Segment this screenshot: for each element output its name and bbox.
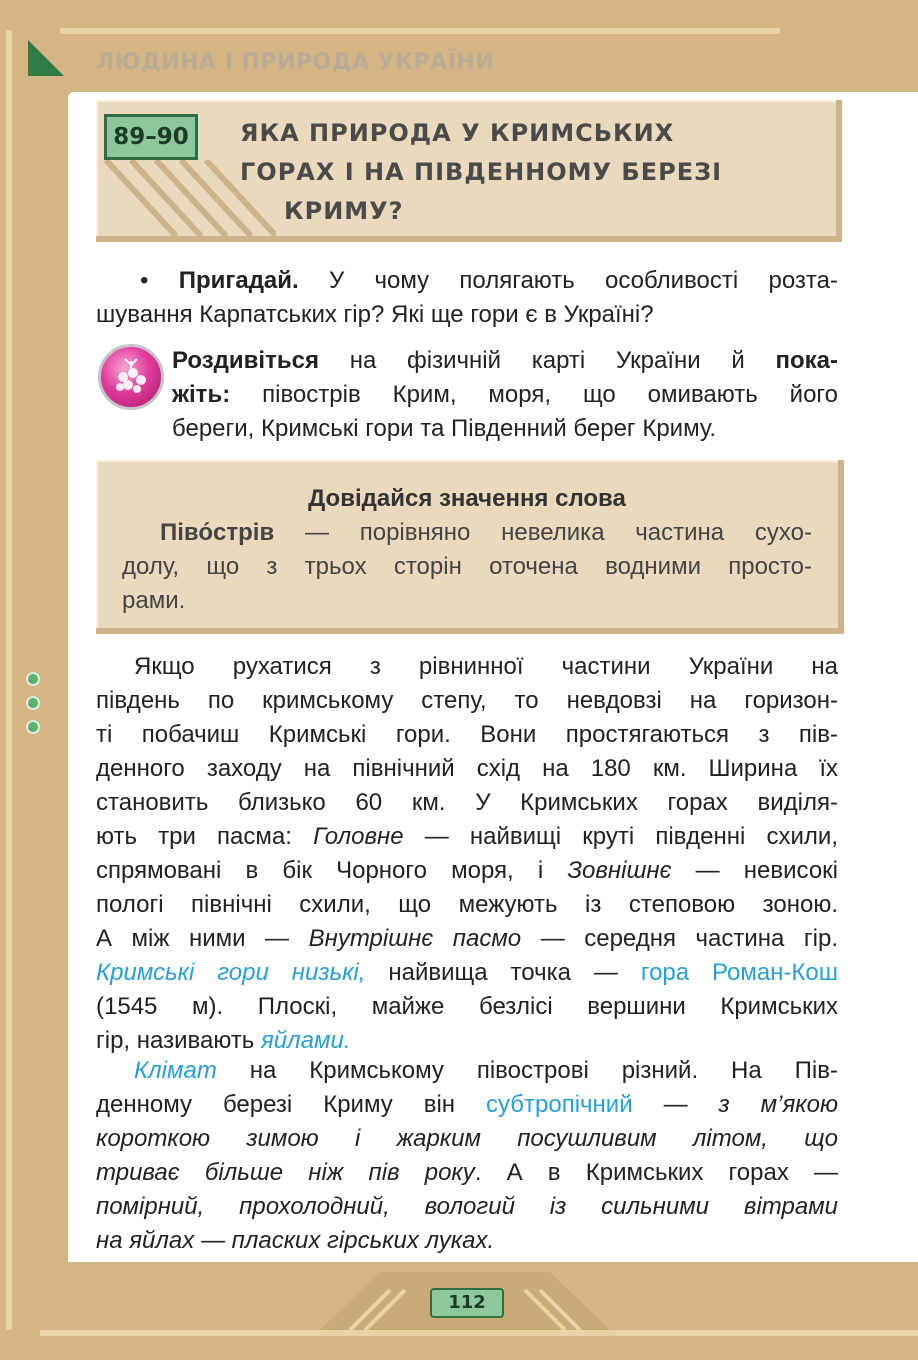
- p1-line-6: [96, 820, 838, 854]
- vocab-line-1: [160, 516, 812, 550]
- vocab-line-2: долу, що з трьох сторін оточена водними просто-: [122, 553, 812, 580]
- highlight-low-mountains: Кримські гори низькі,: [96, 959, 366, 986]
- range-name-main: Головне: [313, 823, 404, 850]
- task-line-2: [172, 378, 838, 412]
- p2-line-6: [96, 1224, 838, 1258]
- range-name-inner: Внутрішнє пасмо: [308, 925, 522, 952]
- vocab-term: Піво́стрів: [160, 519, 275, 546]
- corner-triangle: [28, 40, 64, 76]
- highlight-yaylas: яйлами.: [260, 1027, 351, 1054]
- frame-top-stripe: [60, 28, 780, 34]
- p1-line-9: [96, 922, 838, 956]
- recall-line-1: [140, 264, 838, 298]
- p1-line-3: ті побачиш Кримські гори. Вони простягаються з пів-: [96, 721, 838, 748]
- dot: [26, 672, 40, 686]
- highlight-climate: Клімат: [134, 1057, 217, 1084]
- show-label-cont: жіть:: [172, 381, 231, 408]
- lesson-title-line: ГОРАХ І НА ПІВДЕННОМУ БЕРЕЗІ: [240, 158, 723, 186]
- viburnum-berries-icon: [98, 344, 164, 410]
- frame-left-stripe: [6, 30, 12, 1330]
- p2-line-3: [96, 1122, 838, 1156]
- page-number: 112: [430, 1288, 504, 1318]
- recall-label: Пригадай.: [178, 267, 299, 294]
- text-run: — найвищі круті південні схили,: [424, 823, 838, 850]
- p1-line-8: пологі північні схили, що межують із степовою зоною.: [96, 891, 838, 918]
- lesson-title-line: КРИМУ?: [284, 197, 404, 225]
- look-label: Роздивіться: [172, 347, 319, 374]
- lesson-title-line: ЯКА ПРИРОДА У КРИМСЬКИХ: [240, 119, 675, 147]
- show-label: пока-: [775, 347, 839, 374]
- p2-line-4: [96, 1156, 838, 1190]
- task-line-1: [172, 344, 838, 378]
- text-run: на Кримському півострові різний. На Пів-: [249, 1057, 838, 1084]
- p1-line-5: становить близько 60 км. У Кримських горах виділя-: [96, 789, 838, 816]
- recall-text: У чому полягають особливості розта-: [328, 267, 838, 294]
- text-run: гір, називають: [96, 1027, 255, 1054]
- vocab-line-3: рами.: [122, 587, 186, 614]
- p1-line-10: [96, 956, 838, 990]
- dot: [26, 720, 40, 734]
- text-run: — середня частина гір.: [540, 925, 839, 952]
- frame-bottom-stripe: [40, 1330, 918, 1336]
- text-run: найвища точка —: [388, 959, 618, 986]
- text-run-italic: — з м’якою: [663, 1091, 839, 1118]
- task-text: півострів Крим, моря, що омивають його: [262, 381, 838, 408]
- look-text: на фізичній карті України й: [349, 347, 745, 374]
- task-line-3: береги, Кримські гори та Південний берег Криму.: [172, 415, 717, 442]
- highlight-roman-kosh: гора Роман-Кош: [640, 959, 839, 986]
- text-run: . А в Кримських горах —: [474, 1159, 839, 1186]
- text-run: ють три пасма:: [96, 823, 292, 850]
- vocab-heading: Довідайся значення слова: [308, 485, 626, 512]
- p1-line-7: [96, 854, 838, 888]
- lesson-title: [240, 114, 800, 231]
- text-run-italic: помірний, прохолодний, вологий із сильними вітрами: [96, 1193, 838, 1220]
- recall-line-2: шування Карпатських гір? Які ще гори є в Україні?: [96, 301, 654, 328]
- text-run-italic: на яйлах — пласких гірських луках.: [96, 1227, 495, 1254]
- p1-line-1: Якщо рухатися з рівнинної частини України на: [134, 653, 838, 680]
- bullet: •: [140, 267, 149, 294]
- p1-line-11: (1545 м). Плоскі, майже безлісі вершини Кримських: [96, 993, 838, 1020]
- p1-line-12: [96, 1024, 838, 1058]
- p1-line-2: південь по кримському степу, то невдовзі на горизон-: [96, 687, 838, 714]
- text-run: спрямовані в бік Чорного моря, і: [96, 857, 544, 884]
- text-run: — невисокі: [695, 857, 839, 884]
- range-name-outer: Зовнішнє: [567, 857, 672, 884]
- p2-line-5: [96, 1190, 838, 1224]
- p1-line-4: денного заходу на північний схід на 180 км. Ширина їх: [96, 755, 838, 782]
- dot: [26, 696, 40, 710]
- text-run-italic: короткою зимою і жарким посушливим літом, що: [96, 1125, 838, 1152]
- p2-line-1: [134, 1054, 838, 1088]
- highlight-subtropical: субтропічний: [486, 1091, 633, 1118]
- text-run-italic: триває більше ніж пів року: [96, 1159, 475, 1186]
- text-run: А між ними —: [96, 925, 290, 952]
- p2-line-2: [96, 1088, 838, 1122]
- vocab-definition: — порівняно невелика частина сухо-: [304, 519, 812, 546]
- text-run: денному березі Криму він: [96, 1091, 456, 1118]
- lesson-number-badge: 89–90: [104, 114, 198, 160]
- berries-icon: [101, 347, 161, 407]
- section-header: ЛЮДИНА І ПРИРОДА УКРАЇНИ: [96, 50, 495, 75]
